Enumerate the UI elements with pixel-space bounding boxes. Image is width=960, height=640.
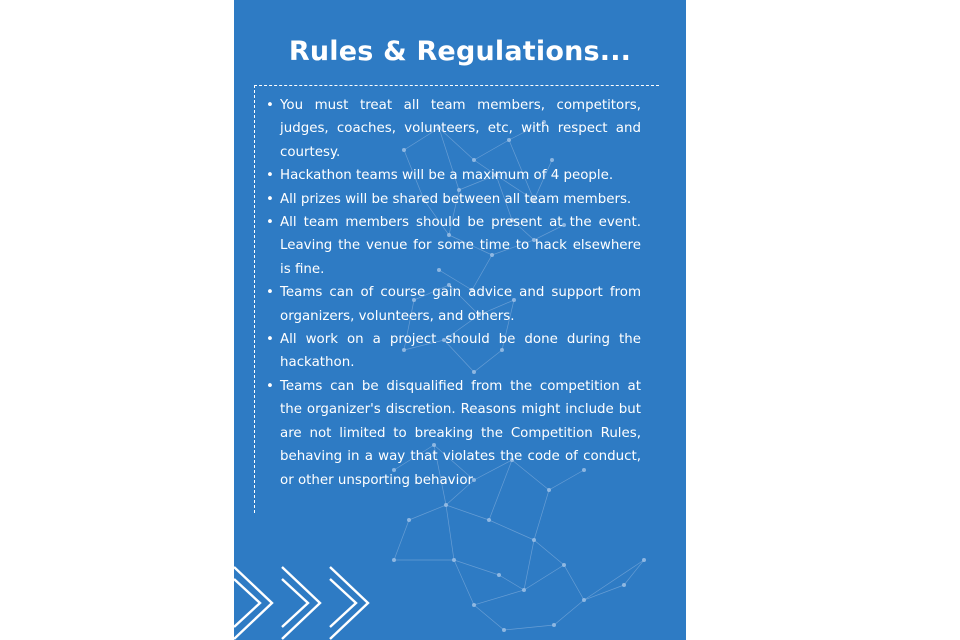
rule-item: [264, 94, 641, 164]
bullet-icon: •: [266, 285, 274, 301]
chevron-arrows-decoration: [234, 563, 394, 640]
chevron-right-icon: [282, 567, 320, 639]
bullet-icon: •: [266, 215, 274, 231]
bullet-icon: •: [266, 332, 274, 348]
rule-item: [264, 211, 641, 281]
rule-text: Hackathon teams will be a maximum of 4 people.: [280, 168, 614, 184]
rule-item: [264, 188, 641, 211]
chevron-right-icon: [330, 567, 368, 639]
rules-list: [264, 94, 641, 492]
rule-item: [264, 164, 641, 187]
rules-poster: [234, 0, 686, 640]
rule-item: [264, 281, 641, 328]
chevron-right-icon: [234, 567, 272, 639]
chevron-right-icon: [330, 579, 356, 627]
chevron-right-icon: [282, 579, 308, 627]
page-title: Rules & Regulations...: [288, 36, 632, 67]
bullet-icon: •: [266, 191, 274, 207]
rule-text: Teams can of course gain advice and support from organizers, volunteers, and others.: [280, 285, 641, 324]
rule-text: All work on a project should be done during the hackathon.: [280, 332, 641, 371]
rule-text: All team members should be present at the event. Leaving the venue for some time to hack elsewhere is fine.: [280, 215, 641, 277]
rule-item: [264, 375, 641, 492]
chevron-right-icon: [234, 579, 260, 627]
dashed-frame-top: [254, 85, 659, 86]
rule-text: All prizes will be shared between all team members.: [280, 191, 632, 207]
rule-text: Teams can be disqualified from the competition at the organizer's discretion. Reasons might include but are not limited to breaking the Competition Rules, behaving in a way that violates the code of conduct, or other unsporting behavior: [280, 378, 641, 488]
rule-text: You must treat all team members, competitors, judges, coaches, volunteers, etc, with respect and courtesy.: [280, 98, 641, 160]
rule-item: [264, 328, 641, 375]
bullet-icon: •: [266, 168, 274, 184]
dashed-frame-left: [254, 85, 255, 513]
bullet-icon: •: [266, 378, 274, 394]
bullet-icon: •: [266, 98, 274, 113]
